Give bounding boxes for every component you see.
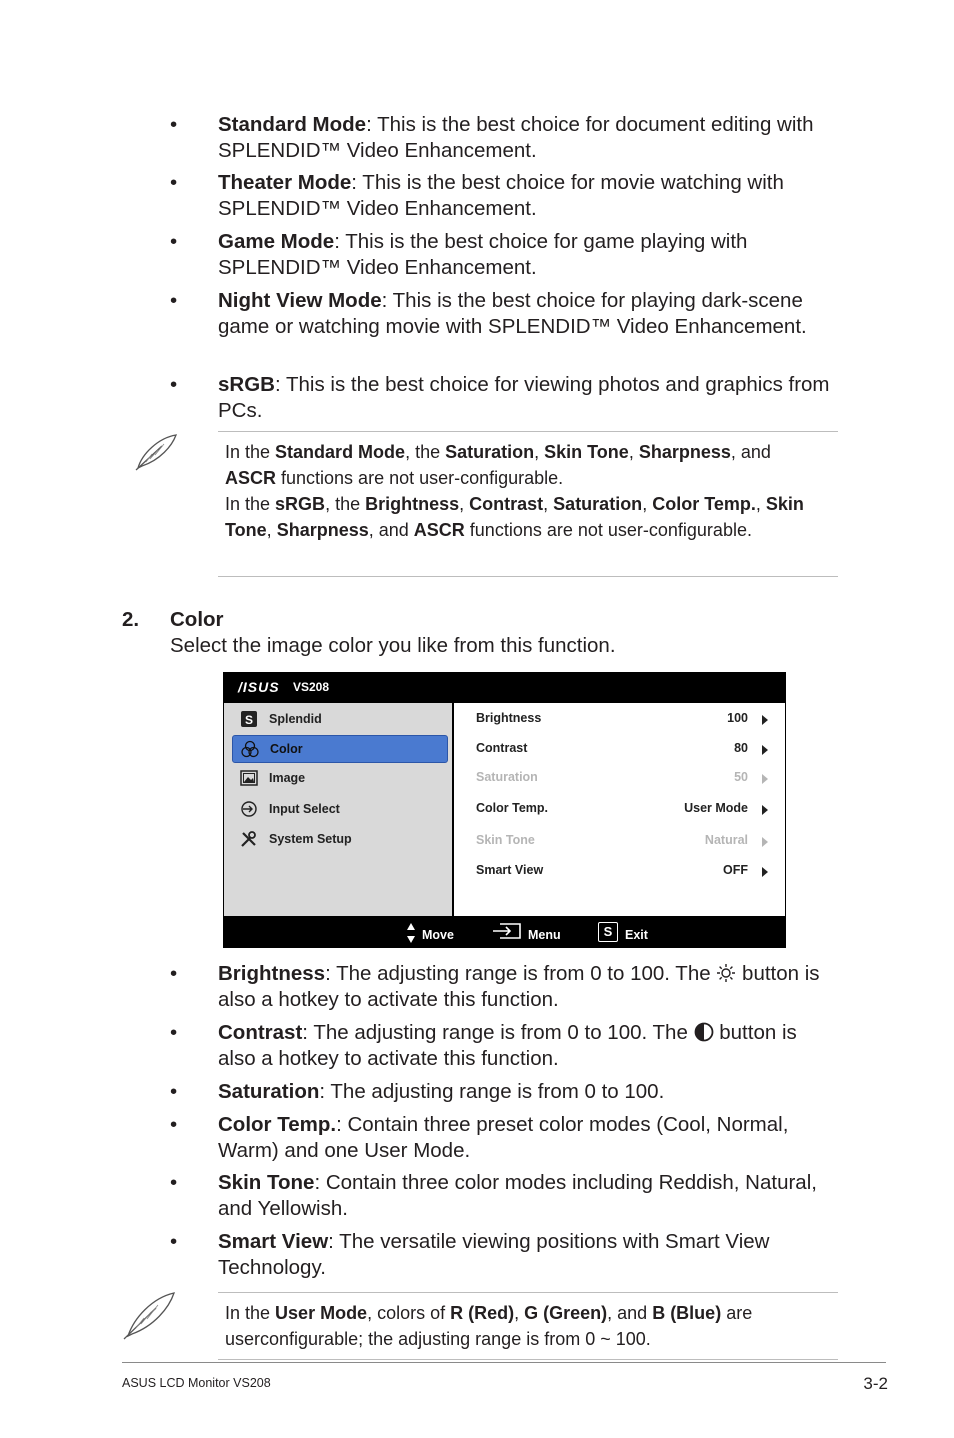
arrow-right-icon <box>762 774 768 784</box>
contrast-icon <box>694 1022 714 1042</box>
footer-document-title: ASUS LCD Monitor VS208 <box>122 1376 271 1390</box>
bullet-skin-tone: • Skin Tone: Contain three color modes including Reddish, Natural, and Yellowish. <box>170 1171 817 1220</box>
osd-setting-contrast[interactable]: Contrast 80 <box>476 739 768 759</box>
note-box-2 <box>218 1292 838 1360</box>
feather-note-icon <box>120 1290 178 1342</box>
feather-note-icon <box>132 432 180 472</box>
arrow-right-icon <box>762 867 768 877</box>
osd-footer-exit: Exit <box>625 928 648 942</box>
osd-model-name: VS208 <box>293 680 330 694</box>
bullet-color-temp: • Color Temp.: Contain three preset color modes (Cool, Normal, Warm) and one User Mode. <box>170 1113 789 1162</box>
osd-menu-item-splendid[interactable]: S Splendid <box>232 706 446 732</box>
osd-setting-saturation: Saturation 50 <box>476 768 768 788</box>
asus-logo: /ISUS <box>238 679 280 695</box>
osd-menu-item-input-select[interactable]: Input Select <box>232 796 446 822</box>
osd-footer-menu: Menu <box>528 928 561 942</box>
svg-text:S: S <box>244 713 254 727</box>
arrow-right-icon <box>762 805 768 815</box>
footer-divider <box>122 1362 886 1363</box>
note-2-paragraph: In the User Mode, colors of R (Red), G (Green), and B (Blue) are userconfigurable; the adjusting range is from 0 ~ 100. <box>225 1303 753 1349</box>
bullet-saturation: • Saturation: The adjusting range is from 0 to 100. <box>170 1080 665 1103</box>
menu-enter-icon <box>492 922 522 940</box>
splendid-icon <box>240 710 258 728</box>
sun-icon <box>716 963 736 983</box>
image-icon <box>240 769 258 787</box>
arrow-right-icon <box>762 715 768 725</box>
osd-setting-brightness[interactable]: Brightness 100 <box>476 709 768 729</box>
bullet-brightness: • Brightness: The adjusting range is from 0 to 100. The button is also a hotkey to activate this function. <box>170 962 820 1011</box>
system-setup-icon <box>240 830 258 848</box>
osd-header <box>223 672 786 703</box>
bullet-night-view-mode: • Night View Mode: This is the best choice for playing dark-scene game or watching movie with SPLENDID™ Video Enhancement. <box>170 289 807 338</box>
note-1-paragraph-1: In the Standard Mode, the Saturation, Skin Tone, Sharpness, and ASCR functions are not user-configurable. <box>225 442 771 488</box>
arrow-right-icon <box>762 745 768 755</box>
bullet-smart-view: • Smart View: The versatile viewing positions with Smart View Technology. <box>170 1230 770 1279</box>
color-icon <box>241 740 259 758</box>
bullet-theater-mode: • Theater Mode: This is the best choice for movie watching with SPLENDID™ Video Enhancement. <box>170 171 784 220</box>
bullet-standard-mode: • Standard Mode: This is the best choice for document editing with SPLENDID™ Video Enhancement. <box>170 113 814 162</box>
osd-menu-item-image[interactable]: Image <box>232 765 446 791</box>
footer-page-number: 3-2 <box>863 1374 888 1393</box>
osd-footer-move: Move <box>422 928 454 942</box>
note-1-paragraph-2: In the sRGB, the Brightness, Contrast, Saturation, Color Temp., Skin Tone, Sharpness, and ASCR functions are not user-configurable. <box>225 494 804 540</box>
osd-menu-item-color[interactable]: Color <box>232 735 448 763</box>
arrow-right-icon <box>762 837 768 847</box>
section-number: 2. <box>122 608 140 631</box>
bullet-contrast: • Contrast: The adjusting range is from 0 to 100. The button is also a hotkey to activate this function. <box>170 1021 797 1070</box>
section-description: Select the image color you like from this function. <box>170 634 616 657</box>
osd-footer <box>223 916 786 948</box>
osd-setting-skin-tone: Skin Tone Natural <box>476 831 768 851</box>
osd-setting-color-temp[interactable]: Color Temp. User Mode <box>476 799 768 819</box>
input-select-icon <box>240 800 258 818</box>
osd-main-menu <box>224 703 452 916</box>
up-down-arrow-icon <box>406 922 416 944</box>
exit-key-icon: S <box>598 922 618 942</box>
bullet-game-mode: • Game Mode: This is the best choice for game playing with SPLENDID™ Video Enhancement. <box>170 230 748 279</box>
osd-menu-item-system-setup[interactable]: System Setup <box>232 826 446 852</box>
bullet-srgb: • sRGB: This is the best choice for viewing photos and graphics from PCs. <box>170 373 830 422</box>
osd-setting-smart-view[interactable]: Smart View OFF <box>476 861 768 881</box>
osd-menu-screenshot <box>223 672 786 948</box>
osd-color-submenu <box>454 703 785 916</box>
note-box-1 <box>218 431 838 577</box>
section-title: Color <box>170 608 224 631</box>
